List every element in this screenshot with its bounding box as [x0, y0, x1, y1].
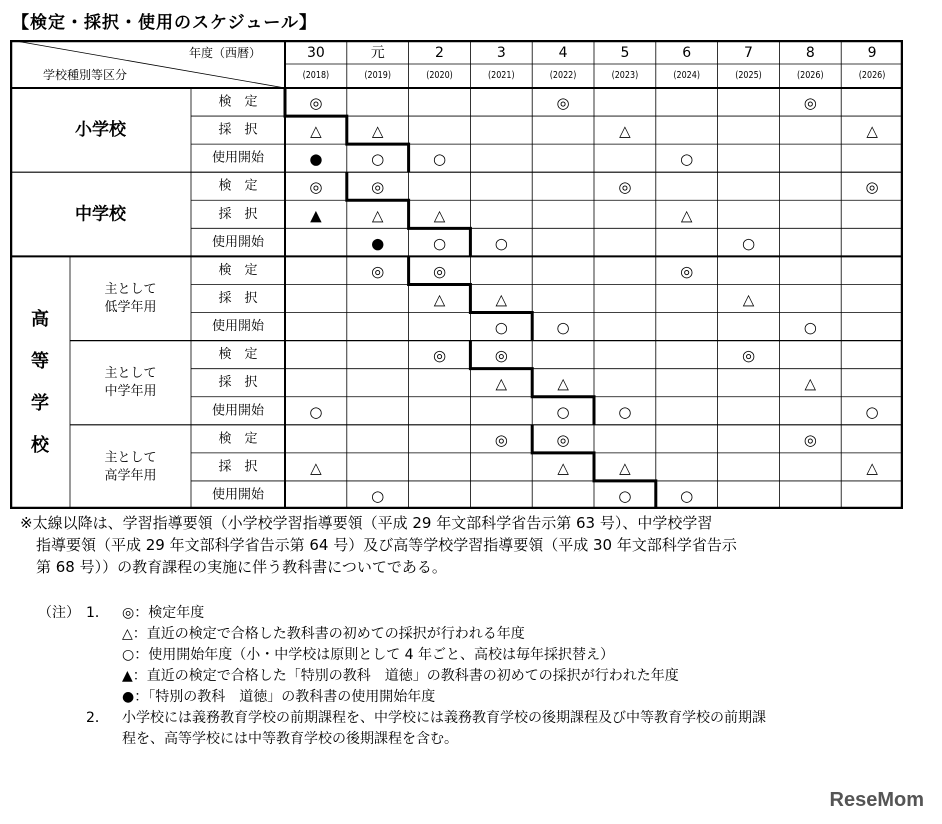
schedule-mark: △	[433, 206, 446, 225]
schedule-mark: △	[866, 458, 878, 477]
schedule-mark: ○	[865, 402, 879, 421]
schedule-mark: △	[433, 290, 446, 309]
schedule-mark: ◎	[556, 430, 570, 449]
row-label: 検 定	[218, 178, 258, 194]
grade-level-label: 中学年用	[104, 384, 157, 400]
row-label: 検 定	[218, 94, 258, 110]
schedule-mark: ◎	[371, 178, 385, 197]
notes-label: （注）	[38, 605, 80, 621]
schedule-mark: △	[310, 122, 322, 141]
table-border	[11, 41, 902, 508]
schedule-mark: ◎	[618, 178, 632, 197]
year-western: (2020)	[426, 70, 453, 82]
schedule-mark: ●	[371, 234, 385, 253]
schedule-mark: ◎	[309, 178, 323, 197]
year-western: (2024)	[673, 70, 700, 82]
grade-level-label: 低学年用	[104, 300, 157, 315]
schedule-mark: ◎	[865, 178, 879, 197]
year-western: (2026)	[858, 70, 886, 82]
schedule-mark: △	[495, 374, 508, 393]
schedule-mark: △	[495, 290, 508, 309]
schedule-mark: ◎	[803, 430, 817, 449]
row-label: 使用開始	[211, 234, 265, 250]
row-label: 使用開始	[211, 150, 265, 166]
high-school-vertical-label: 高	[31, 309, 49, 331]
schedule-mark: ○	[618, 402, 632, 421]
row-label: 採 択	[218, 459, 258, 475]
schedule-mark: ○	[309, 402, 323, 421]
year-era: 8	[805, 45, 815, 61]
legend-item: ▲：直近の検定で合格した「特別の教科 道徳」の教科書の初めての採択が行われた年度	[122, 668, 679, 684]
year-era: 2	[435, 45, 444, 61]
schedule-mark: ◎	[741, 346, 756, 365]
schedule-mark: ○	[680, 486, 694, 505]
header-year-label: 年度（西暦）	[188, 46, 262, 60]
schedule-mark: △	[557, 374, 569, 393]
schedule-mark: ◎	[680, 262, 694, 281]
schedule-mark: ○	[494, 318, 508, 337]
year-era: 元	[370, 45, 385, 61]
schedule-mark: ◎	[494, 430, 508, 449]
row-label: 検 定	[218, 431, 258, 447]
schedule-mark: ◎	[494, 346, 508, 365]
year-western: (2026)	[797, 70, 824, 82]
high-school-vertical-label: 等	[31, 351, 49, 373]
schedule-mark: ○	[371, 486, 385, 505]
high-school-vertical-label: 学	[31, 393, 49, 415]
note-2-number: 2．	[86, 710, 109, 726]
year-western: (2023)	[611, 70, 639, 82]
schedule-mark: △	[680, 206, 693, 225]
schedule-mark: △	[619, 458, 631, 477]
row-label: 使用開始	[211, 319, 265, 335]
note-1-number: 1．	[86, 605, 109, 621]
schedule-mark: △	[619, 122, 631, 141]
schedule-mark: ◎	[432, 346, 447, 365]
schedule-mark: ◎	[803, 94, 817, 113]
schedule-mark: ◎	[556, 94, 570, 113]
school-type-label: 小学校	[75, 120, 126, 141]
grade-level-label: 高学年用	[104, 468, 157, 484]
grade-level-label: 主として	[104, 450, 157, 466]
year-era: 9	[867, 45, 877, 61]
row-label: 採 択	[218, 375, 258, 391]
schedule-mark: △	[804, 374, 817, 393]
note-2-text: 小学校には義務教育学校の前期課程を、中学校には義務教育学校の後期課程及び中等教育学校の前期課	[122, 710, 766, 726]
schedule-mark: ○	[432, 234, 447, 253]
schedule-mark: ▲	[310, 206, 322, 225]
year-era: 5	[620, 45, 630, 61]
legend-item: ◎：検定年度	[122, 605, 205, 621]
footnote-line-2: 指導要領（平成 29 年文部科学省告示第 64 号）及び高等学校学習指導要領（平成 30 年文部科学省告示	[36, 536, 737, 554]
year-era: 7	[744, 45, 753, 61]
year-era: 3	[496, 45, 506, 61]
schedule-mark: ◎	[432, 262, 447, 281]
year-western: (2022)	[549, 70, 577, 82]
year-era: 30	[306, 45, 325, 61]
schedule-mark: ○	[556, 402, 570, 421]
legend-item: ○：使用開始年度（小・中学校は原則として 4 年ごと、高校は毎年採択替え）	[122, 647, 615, 663]
schedule-mark: △	[371, 206, 384, 225]
schedule-mark: △	[557, 458, 569, 477]
schedule-mark: △	[310, 458, 322, 477]
row-label: 採 択	[218, 206, 258, 222]
year-era: 4	[558, 45, 568, 61]
schedule-mark: ○	[741, 234, 756, 253]
row-label: 使用開始	[211, 403, 265, 419]
high-school-vertical-label: 校	[31, 435, 49, 457]
year-western: (2018)	[302, 70, 330, 82]
header-school-label: 学校種別等区分	[42, 68, 128, 82]
footnote-line-3: 第 68 号））の教育課程の実施に伴う教科書についてである。	[36, 558, 447, 576]
schedule-mark: ◎	[371, 262, 385, 281]
grade-level-label: 主として	[104, 282, 157, 297]
year-era: 6	[682, 45, 692, 61]
row-label: 検 定	[218, 262, 258, 278]
bold-line-footnote	[20, 512, 920, 578]
schedule-mark: ○	[371, 150, 385, 169]
schedule-table	[10, 40, 903, 509]
page-title: 【検定・採択・使用のスケジュール】	[12, 13, 317, 33]
schedule-mark: △	[371, 122, 384, 141]
grade-level-label: 主として	[104, 366, 157, 382]
schedule-mark: ○	[618, 486, 632, 505]
schedule-mark: ○	[494, 234, 508, 253]
schedule-mark: △	[866, 122, 878, 141]
schedule-mark: ◎	[309, 94, 323, 113]
row-label: 使用開始	[211, 487, 265, 503]
schedule-mark: ○	[680, 150, 694, 169]
year-western: (2021)	[488, 70, 515, 82]
resemom-logo: ReseMom	[829, 789, 924, 811]
schedule-mark: ○	[556, 318, 570, 337]
schedule-mark: △	[742, 290, 755, 309]
legend-item: ●：「特別の教科 道徳」の教科書の使用開始年度	[122, 689, 436, 705]
legend-notes	[38, 603, 918, 750]
schedule-mark: ○	[803, 318, 817, 337]
schedule-mark: ●	[309, 150, 323, 169]
note-2-text-cont: 程を、高等学校には中等教育学校の後期課程を含む。	[122, 731, 458, 747]
school-type-label: 中学校	[75, 204, 126, 225]
year-western: (2019)	[364, 70, 391, 82]
row-label: 検 定	[218, 347, 258, 363]
row-label: 採 択	[218, 122, 258, 138]
row-label: 採 択	[218, 291, 258, 306]
year-western: (2025)	[735, 70, 762, 82]
schedule-mark: ○	[432, 150, 447, 169]
legend-item: △：直近の検定で合格した教科書の初めての採択が行われる年度	[122, 626, 525, 642]
footnote-line-1: ※太線以降は、学習指導要領（小学校学習指導要領（平成 29 年文部科学省告示第 63 号）、中学校学習	[20, 514, 713, 532]
